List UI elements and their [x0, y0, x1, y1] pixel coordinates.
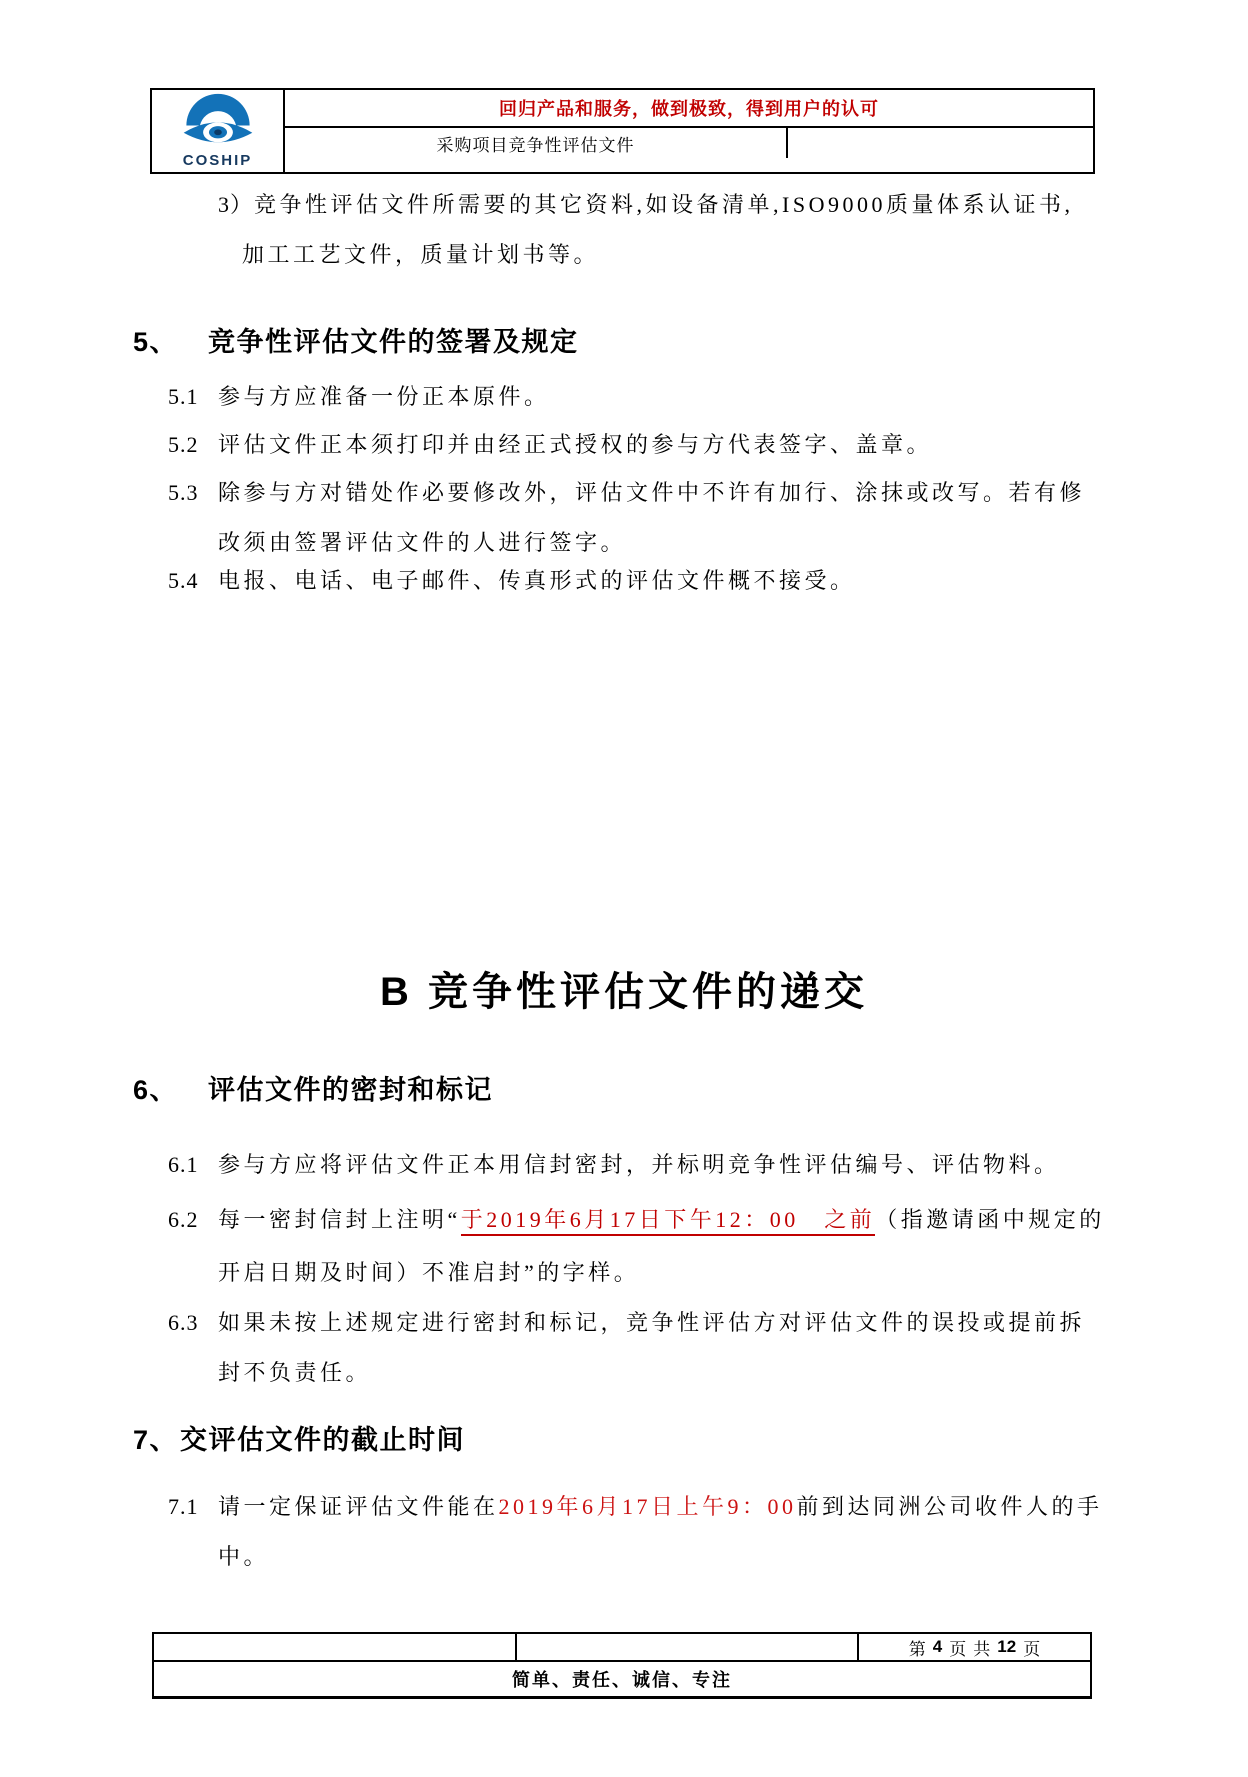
header-motto: 回归产品和服务，做到极致，得到用户的认可 [285, 90, 1093, 128]
header-empty-cell [788, 128, 1093, 158]
item-6-1 [168, 1140, 1060, 1190]
item-5-2-text: 评估文件正本须打印并由经正式授权的参与方代表签字、盖章。 [218, 432, 933, 457]
item-6-2-deadline-red: 于2019年6月17日下午12：00 之前 [461, 1207, 876, 1236]
item-6-3 [168, 1298, 1085, 1398]
page-number-cell [859, 1634, 1090, 1660]
item-6-2-text-pre: 每一密封信封上注明“ [218, 1207, 461, 1232]
page-word-3: 共 [973, 1639, 991, 1659]
item-7-1-line-1 [168, 1482, 1103, 1532]
item-5-4-text: 电报、电话、电子邮件、传真形式的评估文件概不接受。 [218, 568, 856, 593]
item-6-1-number: 6.1 [168, 1152, 199, 1177]
page-total: 12 [997, 1637, 1017, 1656]
item-5-3-line-1 [168, 468, 1085, 518]
item-5-2 [168, 420, 932, 470]
logo-wordmark: COSHIP [182, 152, 253, 169]
footer-table [152, 1632, 1092, 1699]
item-6-2-number: 6.2 [168, 1207, 199, 1232]
item-7-1-text-pre: 请一定保证评估文件能在 [218, 1494, 499, 1519]
item-5-3-text: 除参与方对错处作必要修改外，评估文件中不许有加行、涂抹或改写。若有修 [218, 480, 1086, 505]
item-5-1-text: 参与方应准备一份正本原件。 [218, 384, 550, 409]
item-7-1-text-post: 前到达同洲公司收件人的手 [796, 1494, 1103, 1519]
item-3-line-1 [218, 180, 1073, 230]
header-right [285, 90, 1093, 172]
footer-empty-cell-2 [517, 1634, 859, 1660]
page-word-2: 页 [949, 1639, 967, 1659]
item-3-line-2: 加工工艺文件，质量计划书等。 [242, 242, 600, 267]
item-6-2-line-1 [168, 1192, 1105, 1248]
item-6-1-text: 参与方应将评估文件正本用信封密封，并标明竞争性评估编号、评估物料。 [218, 1152, 1060, 1177]
page-word-1: 第 [908, 1639, 926, 1659]
doc-title-cell: 采购项目竞争性评估文件 [285, 128, 788, 158]
footer-empty-cell-1 [154, 1634, 517, 1660]
item-5-2-number: 5.2 [168, 432, 199, 457]
item-7-1-number: 7.1 [168, 1494, 199, 1519]
item-5-4 [168, 556, 856, 606]
section-6-title: 评估文件的密封和标记 [208, 1075, 494, 1105]
section-5-heading [133, 320, 579, 359]
item-5-4-number: 5.4 [168, 568, 199, 593]
section-7-heading [133, 1418, 465, 1457]
item-6-2-text-post: （指邀请函中规定的 [875, 1207, 1105, 1232]
item-7-1 [168, 1482, 1103, 1582]
section-7-number: 7、 [133, 1425, 179, 1455]
item-3-text: 竞争性评估文件所需要的其它资料,如设备清单,ISO9000质量体系认证书, [254, 192, 1074, 217]
item-6-3-text: 如果未按上述规定进行密封和标记，竞争性评估方对评估文件的误投或提前拆 [218, 1310, 1086, 1335]
item-6-3-line-1 [168, 1298, 1085, 1348]
item-6-3-line-2: 封不负责任。 [218, 1360, 372, 1385]
section-5-title: 竞争性评估文件的签署及规定 [208, 327, 579, 357]
section-6-number: 6、 [133, 1075, 179, 1105]
item-7-1-deadline-red: 2019年6月17日上午9：00 [498, 1494, 797, 1519]
footer-row-1 [154, 1634, 1090, 1662]
item-5-1 [168, 372, 550, 422]
section-6-heading [133, 1068, 493, 1107]
item-7-1-line-2: 中。 [218, 1544, 270, 1569]
section-5-number: 5、 [133, 327, 179, 357]
item-6-1-line-1 [168, 1140, 1060, 1190]
section-7-title: 交评估文件的截止时间 [180, 1425, 466, 1455]
item-3-number: 3） [218, 192, 254, 217]
item-5-1-line-1 [168, 372, 550, 422]
page-word-4: 页 [1023, 1639, 1041, 1659]
coship-logo-icon [177, 93, 259, 154]
item-5-3 [168, 468, 1085, 568]
item-5-3-number: 5.3 [168, 480, 199, 505]
item-5-2-line-1 [168, 420, 932, 470]
part-b-heading: B 竞争性评估文件的递交 [380, 970, 868, 1014]
item-5-3-line-2: 改须由签署评估文件的人进行签字。 [218, 530, 627, 555]
page-current: 4 [932, 1637, 943, 1656]
footer-slogan: 简单、责任、诚信、专注 [512, 1670, 732, 1690]
item-3 [218, 180, 1073, 280]
header-table [150, 88, 1095, 174]
item-5-1-number: 5.1 [168, 384, 199, 409]
item-5-4-line-1 [168, 556, 856, 606]
item-6-2 [168, 1192, 1105, 1298]
item-6-2-line-2: 开启日期及时间）不准启封”的字样。 [218, 1260, 640, 1285]
header-title-row [285, 128, 1093, 158]
item-6-3-number: 6.3 [168, 1310, 199, 1335]
logo-cell [152, 90, 285, 172]
